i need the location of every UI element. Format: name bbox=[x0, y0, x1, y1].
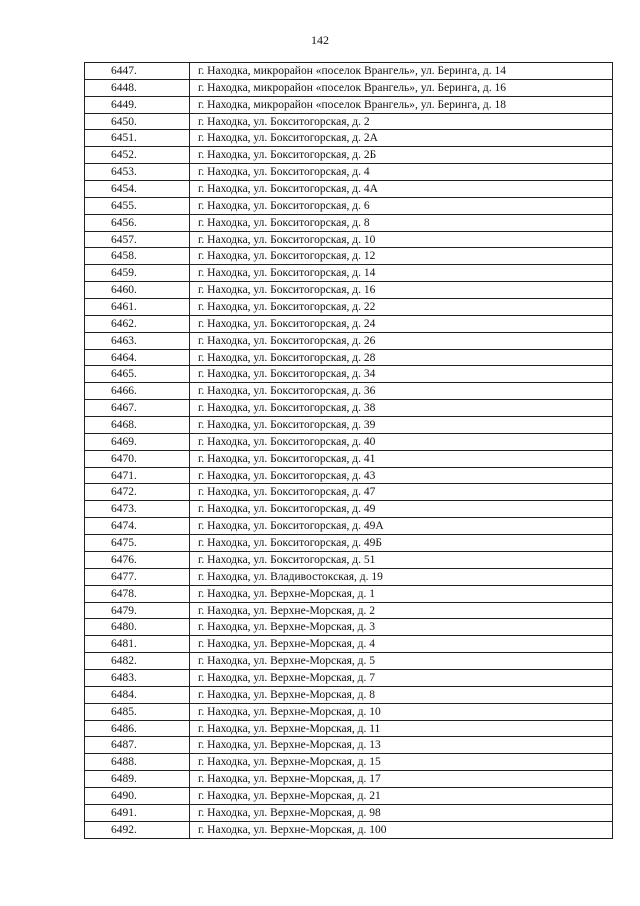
address-cell: г. Находка, ул. Бокситогорская, д. 12 bbox=[190, 248, 613, 264]
address-table bbox=[84, 62, 613, 839]
row-number-cell: 6479. bbox=[85, 603, 190, 619]
row-number-cell: 6460. bbox=[85, 282, 190, 298]
row-number-cell: 6478. bbox=[85, 586, 190, 602]
table-row bbox=[85, 400, 613, 417]
row-number-cell: 6451. bbox=[85, 130, 190, 146]
address-cell: г. Находка, ул. Бокситогорская, д. 26 bbox=[190, 333, 613, 349]
table-row bbox=[85, 484, 613, 501]
row-number-cell: 6457. bbox=[85, 232, 190, 248]
address-cell: г. Находка, ул. Верхне-Морская, д. 4 bbox=[190, 636, 613, 652]
row-number-cell: 6492. bbox=[85, 822, 190, 838]
address-cell: г. Находка, ул. Верхне-Морская, д. 17 bbox=[190, 771, 613, 787]
address-cell: г. Находка, микрорайон «поселок Врангель», ул. Беринга, д. 18 bbox=[190, 97, 613, 113]
table-row bbox=[85, 468, 613, 485]
address-cell: г. Находка, ул. Бокситогорская, д. 36 bbox=[190, 383, 613, 399]
address-cell: г. Находка, ул. Верхне-Морская, д. 5 bbox=[190, 653, 613, 669]
row-number-cell: 6454. bbox=[85, 181, 190, 197]
table-row bbox=[85, 737, 613, 754]
table-row bbox=[85, 434, 613, 451]
row-number-cell: 6486. bbox=[85, 721, 190, 737]
address-cell: г. Находка, ул. Бокситогорская, д. 39 bbox=[190, 417, 613, 433]
row-number-cell: 6449. bbox=[85, 97, 190, 113]
row-number-cell: 6456. bbox=[85, 215, 190, 231]
table-row bbox=[85, 451, 613, 468]
address-cell: г. Находка, ул. Бокситогорская, д. 41 bbox=[190, 451, 613, 467]
row-number-cell: 6485. bbox=[85, 704, 190, 720]
row-number-cell: 6491. bbox=[85, 805, 190, 821]
row-number-cell: 6467. bbox=[85, 400, 190, 416]
table-row bbox=[85, 232, 613, 249]
address-cell: г. Находка, ул. Бокситогорская, д. 10 bbox=[190, 232, 613, 248]
row-number-cell: 6452. bbox=[85, 147, 190, 163]
row-number-cell: 6462. bbox=[85, 316, 190, 332]
table-row bbox=[85, 383, 613, 400]
table-row bbox=[85, 569, 613, 586]
address-cell: г. Находка, ул. Владивостокская, д. 19 bbox=[190, 569, 613, 585]
table-row bbox=[85, 147, 613, 164]
address-cell: г. Находка, ул. Верхне-Морская, д. 21 bbox=[190, 788, 613, 804]
address-cell: г. Находка, ул. Верхне-Морская, д. 1 bbox=[190, 586, 613, 602]
table-row bbox=[85, 366, 613, 383]
row-number-cell: 6468. bbox=[85, 417, 190, 433]
table-row bbox=[85, 771, 613, 788]
table-row bbox=[85, 788, 613, 805]
table-row bbox=[85, 721, 613, 738]
table-row bbox=[85, 215, 613, 232]
address-cell: г. Находка, ул. Верхне-Морская, д. 10 bbox=[190, 704, 613, 720]
table-row bbox=[85, 316, 613, 333]
address-cell: г. Находка, микрорайон «поселок Врангель», ул. Беринга, д. 16 bbox=[190, 80, 613, 96]
table-row bbox=[85, 754, 613, 771]
address-cell: г. Находка, ул. Бокситогорская, д. 51 bbox=[190, 552, 613, 568]
address-cell: г. Находка, ул. Бокситогорская, д. 2 bbox=[190, 114, 613, 130]
table-row bbox=[85, 333, 613, 350]
row-number-cell: 6481. bbox=[85, 636, 190, 652]
table-row bbox=[85, 80, 613, 97]
page-number: 142 bbox=[311, 33, 329, 47]
row-number-cell: 6455. bbox=[85, 198, 190, 214]
address-cell: г. Находка, ул. Бокситогорская, д. 49Б bbox=[190, 535, 613, 551]
address-cell: г. Находка, ул. Бокситогорская, д. 4А bbox=[190, 181, 613, 197]
address-cell: г. Находка, ул. Бокситогорская, д. 24 bbox=[190, 316, 613, 332]
row-number-cell: 6466. bbox=[85, 383, 190, 399]
row-number-cell: 6469. bbox=[85, 434, 190, 450]
address-cell: г. Находка, ул. Бокситогорская, д. 22 bbox=[190, 299, 613, 315]
row-number-cell: 6487. bbox=[85, 737, 190, 753]
address-cell: г. Находка, ул. Верхне-Морская, д. 15 bbox=[190, 754, 613, 770]
row-number-cell: 6488. bbox=[85, 754, 190, 770]
table-row bbox=[85, 636, 613, 653]
address-cell: г. Находка, ул. Бокситогорская, д. 2Б bbox=[190, 147, 613, 163]
row-number-cell: 6489. bbox=[85, 771, 190, 787]
row-number-cell: 6482. bbox=[85, 653, 190, 669]
row-number-cell: 6450. bbox=[85, 114, 190, 130]
table-row bbox=[85, 63, 613, 80]
row-number-cell: 6476. bbox=[85, 552, 190, 568]
row-number-cell: 6461. bbox=[85, 299, 190, 315]
address-cell: г. Находка, ул. Бокситогорская, д. 49 bbox=[190, 501, 613, 517]
table-row bbox=[85, 552, 613, 569]
table-row bbox=[85, 97, 613, 114]
row-number-cell: 6473. bbox=[85, 501, 190, 517]
address-cell: г. Находка, ул. Верхне-Морская, д. 8 bbox=[190, 687, 613, 703]
table-row bbox=[85, 603, 613, 620]
address-cell: г. Находка, ул. Верхне-Морская, д. 2 bbox=[190, 603, 613, 619]
table-row bbox=[85, 130, 613, 147]
row-number-cell: 6463. bbox=[85, 333, 190, 349]
row-number-cell: 6447. bbox=[85, 63, 190, 79]
table-row bbox=[85, 670, 613, 687]
row-number-cell: 6464. bbox=[85, 350, 190, 366]
table-row bbox=[85, 586, 613, 603]
table-row bbox=[85, 198, 613, 215]
row-number-cell: 6474. bbox=[85, 518, 190, 534]
row-number-cell: 6472. bbox=[85, 484, 190, 500]
table-row bbox=[85, 248, 613, 265]
table-row bbox=[85, 619, 613, 636]
address-cell: г. Находка, ул. Бокситогорская, д. 2А bbox=[190, 130, 613, 146]
table-row bbox=[85, 822, 613, 839]
address-cell: г. Находка, ул. Верхне-Морская, д. 100 bbox=[190, 822, 613, 838]
row-number-cell: 6470. bbox=[85, 451, 190, 467]
row-number-cell: 6483. bbox=[85, 670, 190, 686]
address-cell: г. Находка, ул. Бокситогорская, д. 6 bbox=[190, 198, 613, 214]
table-row bbox=[85, 653, 613, 670]
address-cell: г. Находка, ул. Верхне-Морская, д. 98 bbox=[190, 805, 613, 821]
address-cell: г. Находка, ул. Бокситогорская, д. 40 bbox=[190, 434, 613, 450]
row-number-cell: 6475. bbox=[85, 535, 190, 551]
address-cell: г. Находка, микрорайон «поселок Врангель», ул. Беринга, д. 14 bbox=[190, 63, 613, 79]
row-number-cell: 6490. bbox=[85, 788, 190, 804]
row-number-cell: 6453. bbox=[85, 164, 190, 180]
table-row bbox=[85, 114, 613, 131]
table-row bbox=[85, 299, 613, 316]
table-row bbox=[85, 282, 613, 299]
address-cell: г. Находка, ул. Верхне-Морская, д. 3 bbox=[190, 619, 613, 635]
table-row bbox=[85, 687, 613, 704]
address-cell: г. Находка, ул. Бокситогорская, д. 16 bbox=[190, 282, 613, 298]
address-cell: г. Находка, ул. Бокситогорская, д. 8 bbox=[190, 215, 613, 231]
row-number-cell: 6465. bbox=[85, 366, 190, 382]
table-row bbox=[85, 501, 613, 518]
row-number-cell: 6480. bbox=[85, 619, 190, 635]
address-cell: г. Находка, ул. Верхне-Морская, д. 13 bbox=[190, 737, 613, 753]
table-row bbox=[85, 518, 613, 535]
address-cell: г. Находка, ул. Бокситогорская, д. 34 bbox=[190, 366, 613, 382]
table-row bbox=[85, 535, 613, 552]
row-number-cell: 6459. bbox=[85, 265, 190, 281]
address-cell: г. Находка, ул. Бокситогорская, д. 38 bbox=[190, 400, 613, 416]
row-number-cell: 6471. bbox=[85, 468, 190, 484]
row-number-cell: 6484. bbox=[85, 687, 190, 703]
address-cell: г. Находка, ул. Верхне-Морская, д. 7 bbox=[190, 670, 613, 686]
address-cell: г. Находка, ул. Бокситогорская, д. 4 bbox=[190, 164, 613, 180]
table-row bbox=[85, 164, 613, 181]
row-number-cell: 6477. bbox=[85, 569, 190, 585]
row-number-cell: 6458. bbox=[85, 248, 190, 264]
table-row bbox=[85, 704, 613, 721]
address-cell: г. Находка, ул. Бокситогорская, д. 47 bbox=[190, 484, 613, 500]
table-row bbox=[85, 265, 613, 282]
address-cell: г. Находка, ул. Бокситогорская, д. 14 bbox=[190, 265, 613, 281]
table-row bbox=[85, 181, 613, 198]
table-row bbox=[85, 417, 613, 434]
table-row bbox=[85, 350, 613, 367]
address-cell: г. Находка, ул. Бокситогорская, д. 43 bbox=[190, 468, 613, 484]
address-cell: г. Находка, ул. Бокситогорская, д. 49А bbox=[190, 518, 613, 534]
row-number-cell: 6448. bbox=[85, 80, 190, 96]
address-cell: г. Находка, ул. Бокситогорская, д. 28 bbox=[190, 350, 613, 366]
table-row bbox=[85, 805, 613, 822]
address-cell: г. Находка, ул. Верхне-Морская, д. 11 bbox=[190, 721, 613, 737]
